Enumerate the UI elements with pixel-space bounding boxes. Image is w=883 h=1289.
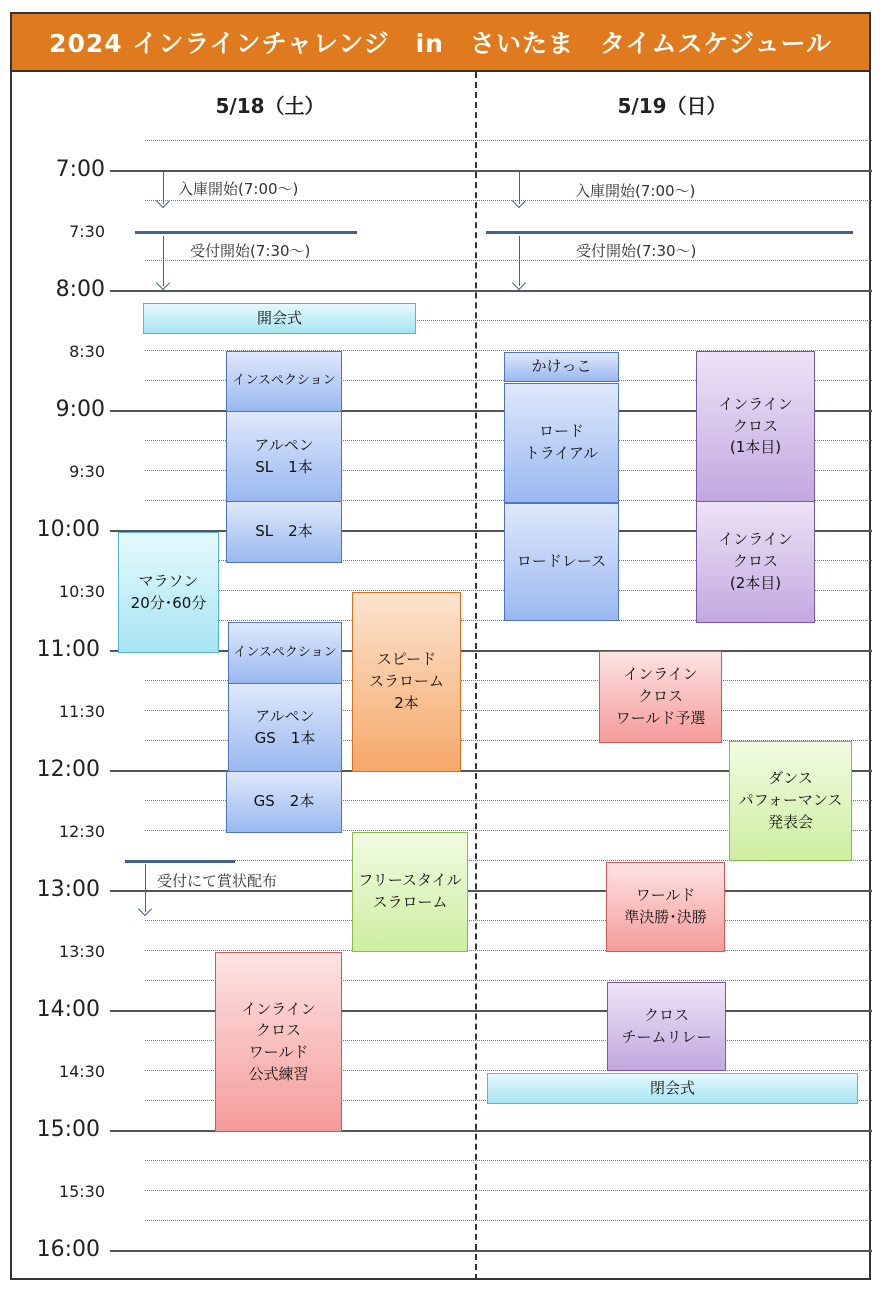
day1-reception-bar: [135, 231, 357, 234]
day2-reception-bar: [486, 231, 853, 234]
dotted-line: [145, 1190, 872, 1191]
time-label: 10:30: [58, 582, 105, 601]
dotted-line: [145, 140, 872, 141]
time-label: 13:30: [58, 942, 105, 961]
dotted-line: [145, 1160, 872, 1161]
day2-team-relay: クロス チームリレー: [607, 982, 726, 1071]
line-0700: [110, 170, 872, 172]
line-1600: [110, 1250, 872, 1252]
line-1100: [110, 650, 872, 652]
time-label: 8:00: [55, 277, 105, 302]
time-label: 15:00: [36, 1117, 100, 1142]
day1-entry-note: 入庫開始(7:00～): [178, 180, 299, 198]
line-0800: [110, 290, 872, 292]
day1-freestyle-slalom: フリースタイル スラローム: [352, 832, 468, 952]
day2-dance-performance: ダンス パフォーマンス 発表会: [729, 741, 852, 861]
down-arrow-icon: [145, 864, 146, 912]
day-divider: [475, 72, 477, 1280]
dotted-line: [145, 1220, 872, 1221]
time-label: 13:00: [36, 877, 100, 902]
down-arrow-icon: [519, 172, 520, 204]
day2-cross-2: インライン クロス (2本目): [696, 501, 815, 623]
time-label: 10:00: [36, 517, 100, 542]
dotted-line: [145, 950, 872, 951]
day1-gs-2: GS 2本: [226, 771, 342, 833]
day2-closing-ceremony: 閉会式: [487, 1073, 858, 1104]
day1-award-note: 受付にて賞状配布: [157, 872, 278, 890]
time-label: 14:30: [58, 1062, 105, 1081]
day1-sl-2: SL 2本: [226, 501, 342, 563]
time-label: 9:00: [55, 397, 105, 422]
time-label: 8:30: [69, 342, 105, 361]
time-label: 14:00: [36, 997, 100, 1022]
day1-speed-slalom: スピード スラローム 2本: [352, 592, 461, 772]
day1-inspection-2: インスペクション: [228, 622, 342, 684]
down-arrow-icon: [163, 172, 164, 204]
day2-header: 5/19（日）: [617, 94, 727, 118]
time-label: 12:30: [58, 822, 105, 841]
day1-cross-world-practice: インライン クロス ワールド 公式練習: [215, 952, 342, 1132]
day1-header: 5/18（土）: [215, 94, 325, 118]
day1-opening-ceremony: 開会式: [143, 303, 416, 334]
day2-road-race: ロードレース: [504, 503, 619, 621]
day2-world-semifinal-final: ワールド 準決勝･決勝: [606, 862, 725, 952]
day1-alpine-sl-1: アルペン SL 1本: [226, 411, 342, 502]
dotted-line: [145, 200, 872, 201]
down-arrow-icon: [519, 236, 520, 286]
day1-inspection-1: インスペクション: [226, 351, 342, 412]
day2-reception-note: 受付開始(7:30～): [576, 242, 697, 260]
time-label: 16:00: [36, 1237, 100, 1262]
time-label: 7:30: [69, 222, 105, 241]
day1-reception-note: 受付開始(7:30～): [190, 242, 311, 260]
time-label: 12:00: [36, 757, 100, 782]
time-label: 9:30: [69, 462, 105, 481]
down-arrow-icon: [163, 236, 164, 286]
time-label: 7:00: [55, 157, 105, 182]
dotted-line: [145, 920, 872, 921]
time-label: 11:30: [58, 702, 105, 721]
day2-entry-note: 入庫開始(7:00～): [575, 182, 696, 200]
day1-award-bar: [125, 860, 235, 863]
day2-world-qualifier: インライン クロス ワールド予選: [599, 651, 722, 743]
day1-alpine-gs-1: アルペン GS 1本: [228, 683, 342, 772]
day1-marathon: マラソン 20分･60分: [118, 532, 219, 653]
page-title: 2024 インラインチャレンジ in さいたま タイムスケジュール: [12, 14, 869, 72]
time-label: 11:00: [36, 637, 100, 662]
time-label: 15:30: [58, 1182, 105, 1201]
day2-kakekko: かけっこ: [504, 352, 619, 382]
day2-road-trial: ロード トライアル: [504, 383, 619, 503]
day2-cross-1: インライン クロス (1本目): [696, 351, 815, 502]
